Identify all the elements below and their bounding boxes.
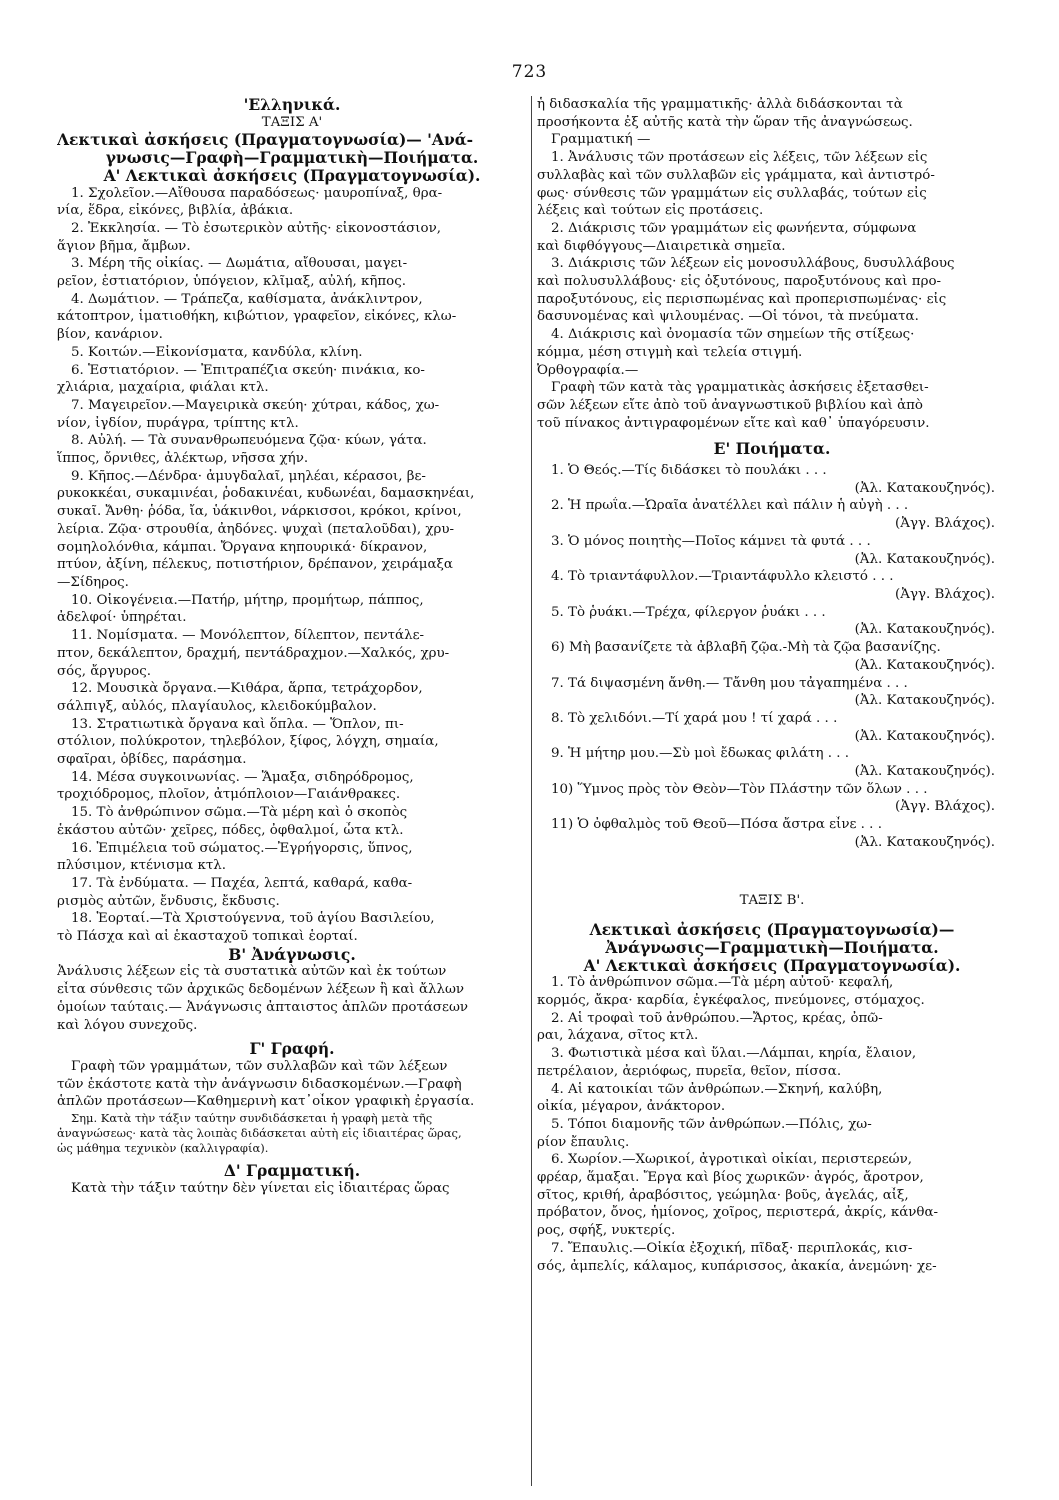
text-line: στόλιον, πολύκροτον, τηλεβόλον, ξίφος, λόγχη, σημαία, [57, 734, 439, 750]
text-line: εἶτα σύνθεσις τῶν ἀρχικῶς δεδομένων λέξεων ἢ καὶ ἄλλων [57, 982, 465, 998]
poem-title: 8. Τὸ χελιδόνι.—Τί χαρά μου ! τί χαρά . . . [551, 710, 838, 726]
poem-author: (Ἀλ. Κατακουζηνός). [854, 693, 995, 709]
text-line: Γραφὴ τῶν γραμμάτων, τῶν συλλαβῶν καὶ τῶν λέξεων [71, 1058, 448, 1074]
text-line: νία, ἕδρα, εἰκόνες, βιβλία, ἀβάκια. [57, 203, 294, 219]
text-line: σομηλολόνθια, κάμπαι. Ὄργανα κηπουρικά· δίκρανον, [57, 539, 428, 555]
poem-item [537, 745, 1007, 780]
text-line: 9. Κῆπος.—Δένδρα· ἀμυγδαλαῖ, μηλέαι, κέρασοι, βε- [71, 468, 426, 484]
text-line: Γραφὴ τῶν κατὰ τὰς γραμματικὰς ἀσκήσεις ἐξετασθει- [551, 380, 929, 396]
text-line: 4. Διάκρισις καὶ ὀνομασία τῶν σημείων τῆς στίξεως· [551, 327, 915, 343]
text-line: σῖτος, κριθή, ἀραβόσιτος, γεώμηλα· βοῦς, ἀγελάς, αἶξ, [537, 1187, 909, 1203]
class-b-heading: ΤΑΞΙΣ Β'. [739, 892, 805, 908]
text-line: 3. Φωτιστικὰ μέσα καὶ ὕλαι.—Λάμπαι, κηρία, ἔλαιον, [551, 1046, 917, 1062]
poem-author: (Ἀλ. Κατακουζηνός). [854, 728, 995, 744]
text-line: 2. Διάκρισις τῶν γραμμάτων εἰς φωνήεντα, σύμφωνα [551, 220, 917, 236]
text-line: φως· σύνθεσις τῶν γραμμάτων εἰς συλλαβάς, τούτων εἰς [537, 185, 927, 201]
text-line: λέξεις καὶ τούτων εἰς προτάσεις. [537, 203, 764, 219]
text-line: πλύσιμον, κτένισμα κτλ. [57, 858, 227, 874]
text-line: 16. Ἐπιμέλεια τοῦ σώματος.—Ἐγρήγορσις, ὕπνος, [71, 840, 413, 856]
poem-author: (Ἀλ. Κατακουζηνός). [854, 764, 995, 780]
text-line: 6. Χωρίον.—Χωρικοί, ἀγροτικαὶ οἰκίαι, περιστερεών, [551, 1152, 912, 1168]
text-line: καὶ πολυσυλλάβους· εἰς ὀξυτόνους, παροξυτόνους καὶ προ- [537, 274, 942, 290]
text-line: ἑκάστου αὐτῶν· χεῖρες, πόδες, ὀφθαλμοί, ὦτα κτλ. [57, 822, 404, 838]
text-line: 4. Δωμάτιον. — Τράπεζα, καθίσματα, ἀνάκλιντρον, [71, 291, 423, 307]
text-line: 5. Τόποι διαμονῆς τῶν ἀνθρώπων.—Πόλις, χω- [551, 1116, 872, 1132]
spacer [537, 852, 1007, 892]
text-line: σός, ἄργυρος. [57, 663, 151, 679]
text-line: σός, ἀμπελίς, κάλαμος, κυπάρισσος, ἀκακία, ἀνεμώνη· χε- [537, 1258, 937, 1274]
writing-heading: Γ' Γραφή. [249, 1040, 335, 1058]
text-line: 8. Αὐλή. — Τὰ συνανθρωπευόμενα ζῷα· κύων, γάτα. [71, 433, 427, 449]
text-line: οἰκία, μέγαρον, ἀνάκτορον. [537, 1099, 726, 1115]
text-line: ραι, λάχανα, σῖτος κτλ. [537, 1028, 699, 1044]
text-line: ἵππος, ὄρνιθες, ἀλέκτωρ, νῆσσα χήν. [57, 451, 309, 467]
poem-item [537, 781, 1007, 816]
text-line: πετρέλαιον, ἀεριόφως, πυρεῖα, θεῖον, πίσσα. [537, 1063, 842, 1079]
text-line: τοῦ πίνακος ἀντιγραφομένων εἴτε καὶ καθ᾽ ὑπαγόρευσιν. [537, 415, 930, 431]
text-line: 4. Αἱ κατοικίαι τῶν ἀνθρώπων.—Σκηνή, καλύβη, [551, 1081, 883, 1097]
text-line: σῶν λέξεων εἴτε ἀπὸ τοῦ ἀναγνωστικοῦ βιβλίου καὶ ἀπὸ [537, 397, 923, 413]
text-line: πτον, δεκάλεπτον, δραχμή, πεντάδραχμον.—Χαλκός, χρυ- [57, 645, 450, 661]
text-line: 3. Διάκρισις τῶν λέξεων εἰς μονοσυλλάβους, δυσυλλάβους [551, 256, 955, 272]
section-title-line: Λεκτικαὶ ἀσκήσεις (Πραγματογνωσία)— 'Ανά- [57, 131, 474, 150]
text-line: 17. Τὰ ἐνδύματα. — Παχέα, λεπτά, καθαρά, καθα- [71, 875, 413, 891]
text-line: 14. Μέσα συγκοινωνίας. — Ἅμαξα, σιδηρόδρομος, [71, 769, 414, 785]
poems-heading: Ε' Ποιήματα. [713, 440, 831, 459]
poem-item [537, 604, 1007, 639]
text-line: 1. Σχολεῖον.—Αἴθουσα παραδόσεως· μαυροπίναξ, θρα- [71, 185, 443, 201]
text-line: τροχιόδρομος, πλοῖον, ἀτμόπλοιον—Γαιάνθρακες. [57, 787, 401, 803]
text-line: προσήκοντα ἐξ αὐτῆς κατὰ τὴν ὥραν τῆς ἀναγνώσεως. [537, 114, 913, 130]
text-line: καὶ διφθόγγους—Διαιρετικὰ σημεῖα. [537, 238, 786, 254]
text-line: ἅγιον βῆμα, ἄμβων. [57, 238, 191, 254]
left-column [57, 96, 527, 1486]
text-line: ρίον ἔπαυλις. [537, 1134, 630, 1150]
text-line: 13. Στρατιωτικὰ ὄργανα καὶ ὅπλα. — Ὅπλον, πι- [71, 716, 404, 732]
section-b-title-line: Λεκτικαὶ ἀσκήσεις (Πραγματογνωσία)— [589, 921, 955, 939]
text-line: δασυνομένας καὶ ψιλουμένας. —Οἱ τόνοι, τὰ πνεύματα. [537, 309, 919, 325]
spacer [537, 909, 1007, 921]
poem-list [537, 462, 1007, 851]
text-line: τῶν ἑκάστοτε κατὰ τὴν ἀνάγνωσιν διδασκομένων.—Γραφὴ [57, 1076, 462, 1092]
text-line: Ἀνάλυσις λέξεων εἰς τὰ συστατικὰ αὐτῶν καὶ ἐκ τούτων [57, 964, 447, 980]
reading-heading: Β' Ἀνάγνωσις. [228, 945, 356, 964]
subject-heading: 'Ελληνικά. [243, 96, 341, 114]
text-line: πρόβατον, ὄνος, ἡμίονος, χοῖρος, περιστερά, ἀκρίς, κάνθα- [537, 1205, 939, 1221]
poem-title: 9. Ἡ μήτηρ μου.—Σὺ μοὶ ἔδωκας φιλάτη . . . [551, 746, 850, 762]
note-line: ὡς μάθημα τεχνικὸν (καλλιγραφία). [57, 1141, 269, 1156]
text-line: πτύον, ἀξίνη, πέλεκυς, ποτιστήριον, δρέπανον, χειράμαξα [57, 557, 453, 573]
poem-title: 7. Τά διψασμένη ἄνθη.— Τἄνθη μου τἀγαπημένα . . . [551, 675, 908, 691]
text-line: τὸ Πάσχα καὶ αἱ ἑκασταχοῦ τοπικαὶ ἑορταί. [57, 929, 358, 945]
poem-title: 6) Μὴ βασανίζετε τὰ ἀβλαβῆ ζῷα.-Μὴ τὰ ζῷα βασανίζης. [551, 640, 941, 656]
poem-author: (Ἀλ. Κατακουζηνός). [854, 551, 995, 567]
poem-title: 5. Τὸ ῥυάκι.—Τρέχα, φίλεργον ῥυάκι . . . [551, 604, 826, 620]
text-line: ρος, σφήξ, νυκτερίς. [537, 1223, 676, 1239]
text-line: παροξυτόνους, εἰς περισπωμένας καὶ προπερισπωμένας· εἰς [537, 291, 947, 307]
text-line: 7. Μαγειρεῖον.—Μαγειρικὰ σκεύη· χύτραι, κάδος, χω- [71, 397, 440, 413]
poem-title: 2. Ἡ πρωΐα.—Ὡραῖα ἀνατέλλει καὶ πάλιν ἡ αὐγὴ . . . [551, 498, 909, 514]
text-line: φρέαρ, ἅμαξαι. Ἔργα καὶ βίος χωρικῶν· ἀγρός, ἄροτρον, [537, 1170, 924, 1186]
text-line: κορμός, ἄκρα· καρδία, ἐγκέφαλος, πνεύμονες, στόμαχος. [537, 993, 925, 1009]
grammar-subheading: Γραμματική — [551, 132, 651, 148]
text-line: ρεῖον, ἑστιατόριον, ὑπόγειον, κλῖμαξ, αὐλή, κῆπος. [57, 274, 406, 290]
text-line: 3. Μέρη τῆς οἰκίας. — Δωμάτια, αἴθουσαι, μαγει- [71, 256, 408, 272]
page-number: 723 [511, 62, 548, 82]
text-line: 5. Κοιτών.—Εἰκονίσματα, κανδύλα, κλίνη. [71, 344, 363, 360]
text-line: 15. Τὸ ἀνθρώπινον σῶμα.—Τὰ μέρη καὶ ὁ σκοπὸς [71, 805, 408, 821]
poem-author: (Ἀλ. Κατακουζηνός). [854, 622, 995, 638]
poem-item [537, 568, 1007, 603]
text-line: 1. Ἀνάλυσις τῶν προτάσεων εἰς λέξεις, τῶν λέξεων εἰς [551, 150, 928, 166]
text-line: ρισμὸς αὐτῶν, ἔνδυσις, ἔκδυσις. [57, 893, 280, 909]
poem-title: 1. Ὁ Θεός.—Τίς διδάσκει τὸ πουλάκι . . . [551, 463, 827, 479]
text-line: συκαῖ. Ἄνθη· ῥόδα, ἴα, ὑάκινθοι, νάρκισσοι, κρόκοι, κρίνοι, [57, 504, 462, 520]
text-line: 10. Οἰκογένεια.—Πατήρ, μήτηρ, προμήτωρ, πάππος, [71, 592, 424, 608]
text-line: 1. Τὸ ἀνθρώπινον σῶμα.—Τὰ μέρη αὐτοῦ· κεφαλή, [551, 975, 894, 991]
poem-item [537, 639, 1007, 674]
text-line: Κατὰ τὴν τάξιν ταύτην δὲν γίνεται εἰς ἰδιαιτέρας ὥρας [71, 1180, 450, 1196]
text-line: χλιάρια, μαχαίρια, φιάλαι κτλ. [57, 380, 269, 396]
text-line: συλλαβὰς καὶ τῶν συλλαβῶν εἰς γράμματα, καὶ ἀντιστρό- [537, 167, 935, 183]
text-line: κάτοπτρον, ἱματιοθήκη, κιβώτιον, γραφεῖον, εἰκόνες, κλω- [57, 309, 457, 325]
poem-title: 11) Ὁ ὀφθαλμὸς τοῦ Θεοῦ—Πόσα ἄστρα εἶνε . . . [551, 817, 882, 833]
text-line: ἡ διδασκαλία τῆς γραμματικῆς· ἀλλὰ διδάσκονται τὰ [537, 97, 903, 112]
text-line: λείρια. Ζῷα· στρουθία, ἀηδόνες. ψυχαὶ (πεταλοῦδαι), χρυ- [57, 521, 455, 537]
poem-item [537, 710, 1007, 745]
text-line: 18. Ἑορταί.—Τὰ Χριστούγεννα, τοῦ ἁγίου Βασιλείου, [71, 911, 435, 927]
text-line: ἁπλῶν προτάσεων—Καθημερινὴ κατ᾽οἶκον γραφικὴ ἐργασία. [57, 1094, 475, 1110]
poem-item [537, 675, 1007, 710]
text-line: σάλπιγξ, αὐλός, πλαγίαυλος, κλειδοκύμβαλον. [57, 698, 377, 714]
text-line: 12. Μουσικὰ ὄργανα.—Κιθάρα, ἅρπα, τετράχορδον, [71, 681, 423, 697]
class-heading: ΤΑΞΙΣ Α' [261, 114, 323, 130]
poem-item [537, 816, 1007, 851]
text-line: κόμμα, μέση στιγμὴ καὶ τελεία στιγμή. [537, 344, 803, 360]
poem-author: (Ἀλ. Κατακουζηνός). [854, 480, 995, 496]
poem-item [537, 497, 1007, 532]
orthography-subheading: Ὀρθογραφία.— [537, 362, 639, 378]
text-line: βίον, κανάριον. [57, 327, 163, 343]
section-title-line: γνωσις—Γραφὴ—Γραμματικὴ—Ποιήματα. [105, 149, 479, 167]
text-line: ἀδελφοί· ὑπηρέται. [57, 610, 187, 626]
text-line: ὁμοίων ταύταις.— Ἀνάγνωσις ἀπταιστος ἁπλῶν προτάσεων [57, 999, 469, 1015]
section-b-title-line: Ἀνάγνωσις—Γραμματικὴ—Ποιήματα. [605, 938, 939, 957]
text-line: 7. Ἔπαυλις.—Οἰκία ἐξοχική, πῖδαξ· περιπλοκάς, κισ- [551, 1240, 913, 1256]
subsection-heading: Α' Λεκτικαὶ ἀσκήσεις (Πραγματογνωσία). [103, 166, 481, 185]
text-line: νίον, ἰγδίον, πυράγρα, τρίπτης κτλ. [57, 415, 299, 431]
poem-author: (Ἀγγ. Βλάχος). [895, 516, 995, 532]
text-line: καὶ λόγου συνεχοῦς. [57, 1017, 198, 1033]
poem-author: (Ἀγγ. Βλάχος). [895, 586, 995, 602]
text-line: 6. Ἑστιατόριον. — Ἐπιτραπέζια σκεύη· πινάκια, κο- [71, 362, 425, 378]
poem-author: (Ἀλ. Κατακουζηνός). [854, 834, 995, 850]
poem-item [537, 462, 1007, 497]
poem-title: 3. Ὁ μόνος ποιητὴς—Ποῖος κάμνει τὰ φυτά . . . [551, 533, 871, 549]
poem-title: 10) Ὕμνος πρὸς τὸν Θεὸν—Τὸν Πλάστην τῶν ὅλων . . . [551, 781, 928, 797]
column-divider [531, 96, 532, 1486]
poem-author: (Ἀγγ. Βλάχος). [895, 799, 995, 815]
note-line: ἀναγνώσεως· κατὰ τὰς λοιπὰς διδάσκεται αὐτὴ εἰς ἰδιαιτέρας ὥρας, [57, 1126, 462, 1141]
note-line: Σημ. Κατὰ τὴν τάξιν ταύτην συνδιδάσκεται ἡ γραφὴ μετὰ τῆς [71, 1111, 433, 1126]
text-line: —Σίδηρος. [57, 574, 129, 590]
text-line: ρυκοκκέαι, συκαμινέαι, ῥοδακινέαι, κυδωνέαι, δαμασκηνέαι, [57, 486, 475, 502]
section-b-subheading: Α' Λεκτικαὶ ἀσκήσεις (Πραγματογνωσία). [583, 956, 961, 975]
text-line: 11. Νομίσματα. — Μονόλεπτον, δίλεπτον, πεντάλε- [71, 628, 425, 644]
text-line: 2. Αἱ τροφαὶ τοῦ ἀνθρώπου.—Ἄρτος, κρέας, ὀπῶ- [551, 1010, 883, 1026]
right-column [537, 96, 1007, 1486]
poem-title: 4. Τὸ τριαντάφυλλον.—Τριαντάφυλλο κλειστό . . . [551, 569, 894, 585]
poem-item [537, 533, 1007, 568]
text-line: 2. Ἐκκλησία. — Τὸ ἐσωτερικὸν αὐτῆς· εἰκονοστάσιον, [71, 220, 441, 236]
grammar-heading: Δ' Γραμματική. [223, 1162, 361, 1180]
text-line: σφαῖραι, ὀβίδες, παράσημα. [57, 752, 247, 768]
poem-author: (Ἀλ. Κατακουζηνός). [854, 657, 995, 673]
